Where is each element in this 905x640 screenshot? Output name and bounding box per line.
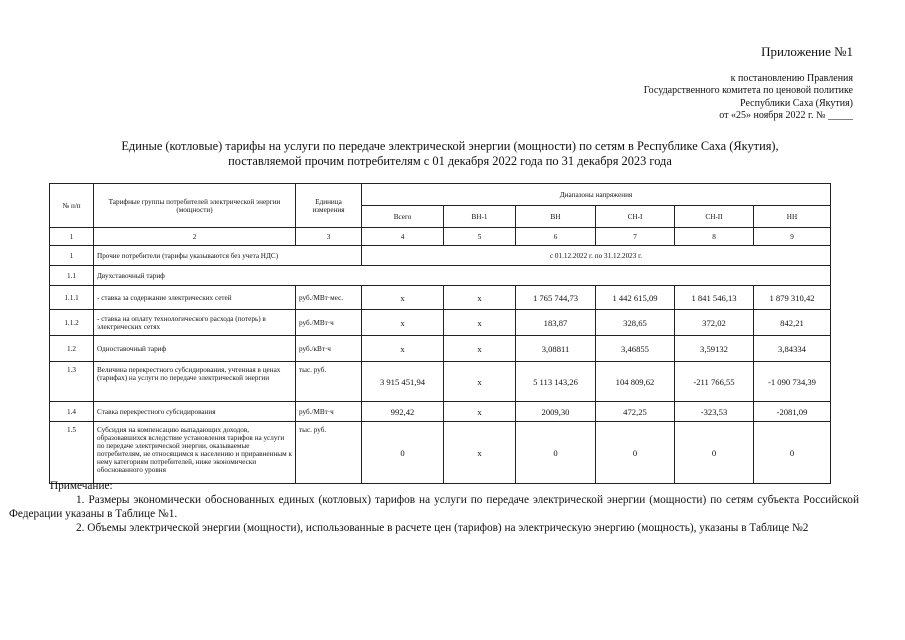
column-number: 3 <box>296 228 362 246</box>
row-value: 0 <box>675 422 754 484</box>
resolution-line: к постановлению Правления <box>730 73 853 84</box>
row-unit: руб./МВт·ч <box>296 310 362 336</box>
column-number: 1 <box>50 228 94 246</box>
row-value: 1 765 744,73 <box>516 286 596 310</box>
header-level: Всего <box>362 206 444 228</box>
row-value: 5 113 143,26 <box>516 362 596 402</box>
column-number: 4 <box>362 228 444 246</box>
row-value: 472,25 <box>596 402 675 422</box>
resolution-line: Республики Саха (Якутия) <box>740 97 853 109</box>
row-value: 372,02 <box>675 310 754 336</box>
row-value: х <box>444 422 516 484</box>
header-level: ВН <box>516 206 596 228</box>
column-number: 2 <box>94 228 296 246</box>
row-value: х <box>444 310 516 336</box>
row-value: х <box>444 402 516 422</box>
table-row <box>50 402 831 422</box>
row-value: х <box>362 310 444 336</box>
row-num: 1.3 <box>50 362 94 402</box>
row-unit: руб./кВт·ч <box>296 336 362 362</box>
column-number: 7 <box>596 228 675 246</box>
row-value: 2009,30 <box>516 402 596 422</box>
row-value: 1 442 615,09 <box>596 286 675 310</box>
row-unit: руб./МВт·мес. <box>296 286 362 310</box>
resolution-line: от «25» ноября 2022 г. № _____ <box>719 110 853 122</box>
column-number: 5 <box>444 228 516 246</box>
notes-heading: Примечание: <box>50 480 113 492</box>
header-level: СН-II <box>675 206 754 228</box>
subsection-row <box>50 266 831 286</box>
tariff-table <box>49 183 831 484</box>
row-label: Субсидия на компенсацию выпадающих доходов, образовавшихся вследствие установления тарифов на услуги по передаче электрической энергии, оказываемые потребителям, не относящимся к населению и приравненным к нему категориям потребителей, ниже экономически обоснованного уровня <box>94 422 296 484</box>
notes-section <box>9 479 859 535</box>
resolution-line: Государственного комитета по ценовой политике <box>643 85 853 97</box>
row-value: 1 841 546,13 <box>675 286 754 310</box>
subsection-label: Двухставочный тариф <box>94 266 831 286</box>
table-row <box>50 362 831 402</box>
resolution-reference <box>644 73 853 123</box>
column-number: 8 <box>675 228 754 246</box>
row-value: х <box>444 286 516 310</box>
section-label: Прочие потребители (тарифы указываются без учета НДС) <box>94 246 362 266</box>
row-value: 992,42 <box>362 402 444 422</box>
row-num: 1.2 <box>50 336 94 362</box>
row-value: -211 766,55 <box>675 362 754 402</box>
table-header-row <box>50 184 831 206</box>
row-value: 0 <box>596 422 675 484</box>
row-value: -2081,09 <box>754 402 831 422</box>
section-num: 1 <box>50 246 94 266</box>
row-value: 3,08811 <box>516 336 596 362</box>
row-value: 0 <box>754 422 831 484</box>
table-row <box>50 286 831 310</box>
row-value: 3,59132 <box>675 336 754 362</box>
row-label: Величина перекрестного субсидирования, учтенная в ценах (тарифах) на услуги по передаче электрической энергии <box>94 362 296 402</box>
column-number: 9 <box>754 228 831 246</box>
row-value: х <box>444 362 516 402</box>
table-row <box>50 310 831 336</box>
header-level: ВН-1 <box>444 206 516 228</box>
row-value: 3,46855 <box>596 336 675 362</box>
subsection-num: 1.1 <box>50 266 94 286</box>
row-label: Одноставочный тариф <box>94 336 296 362</box>
row-unit: тыс. руб. <box>296 422 362 484</box>
header-voltage: Диапазоны напряжения <box>362 184 831 206</box>
title-line: поставляемой прочим потребителям с 01 декабря 2022 года по 31 декабря 2023 года <box>228 153 672 168</box>
row-num: 1.5 <box>50 422 94 484</box>
row-num: 1.1.2 <box>50 310 94 336</box>
title-line: Единые (котловые) тарифы на услуги по передаче электрической энергии (мощности) по сетям в Республике Саха (Якутия), <box>121 139 779 153</box>
header-num: № п/п <box>50 184 94 228</box>
appendix-title: Приложение №1 <box>761 44 853 59</box>
row-label: - ставка за содержание электрических сетей <box>94 286 296 310</box>
row-value: 0 <box>516 422 596 484</box>
section-period: с 01.12.2022 г. по 31.12.2023 г. <box>362 246 831 266</box>
document-title <box>90 139 810 168</box>
section-row <box>50 246 831 266</box>
table-row <box>50 336 831 362</box>
header-level: НН <box>754 206 831 228</box>
column-number: 6 <box>516 228 596 246</box>
row-value: -323,53 <box>675 402 754 422</box>
row-value: 183,87 <box>516 310 596 336</box>
row-label: Ставка перекрестного субсидирования <box>94 402 296 422</box>
note-item: 2. Объемы электрической энергии (мощности), использованные в расчете цен (тарифов) на электрическую энергию (мощность), указаны в Таблице №2 <box>76 522 809 534</box>
row-value: 328,65 <box>596 310 675 336</box>
row-value: 0 <box>362 422 444 484</box>
row-value: 1 879 310,42 <box>754 286 831 310</box>
row-unit: тыс. руб. <box>296 362 362 402</box>
header-group: Тарифные группы потребителей электрической энергии (мощности) <box>94 184 296 228</box>
header-unit: Единица измерения <box>296 184 362 228</box>
row-unit: руб./МВт·ч <box>296 402 362 422</box>
row-value: х <box>362 286 444 310</box>
row-value: 3 915 451,94 <box>362 362 444 402</box>
row-value: 104 809,62 <box>596 362 675 402</box>
note-item: 1. Размеры экономически обоснованных единых (котловых) тарифов на услуги по передаче электрической энергии (мощности) по сетям субъекта Российской Федерации указаны в Таблице №1. <box>9 494 859 520</box>
row-value: -1 090 734,39 <box>754 362 831 402</box>
row-value: 3,84334 <box>754 336 831 362</box>
column-number-row <box>50 228 831 246</box>
row-label: - ставка на оплату технологического расхода (потерь) в электрических сетях <box>94 310 296 336</box>
row-num: 1.1.1 <box>50 286 94 310</box>
row-value: х <box>444 336 516 362</box>
row-num: 1.4 <box>50 402 94 422</box>
table-row <box>50 422 831 484</box>
header-level: СН-I <box>596 206 675 228</box>
row-value: х <box>362 336 444 362</box>
row-value: 842,21 <box>754 310 831 336</box>
